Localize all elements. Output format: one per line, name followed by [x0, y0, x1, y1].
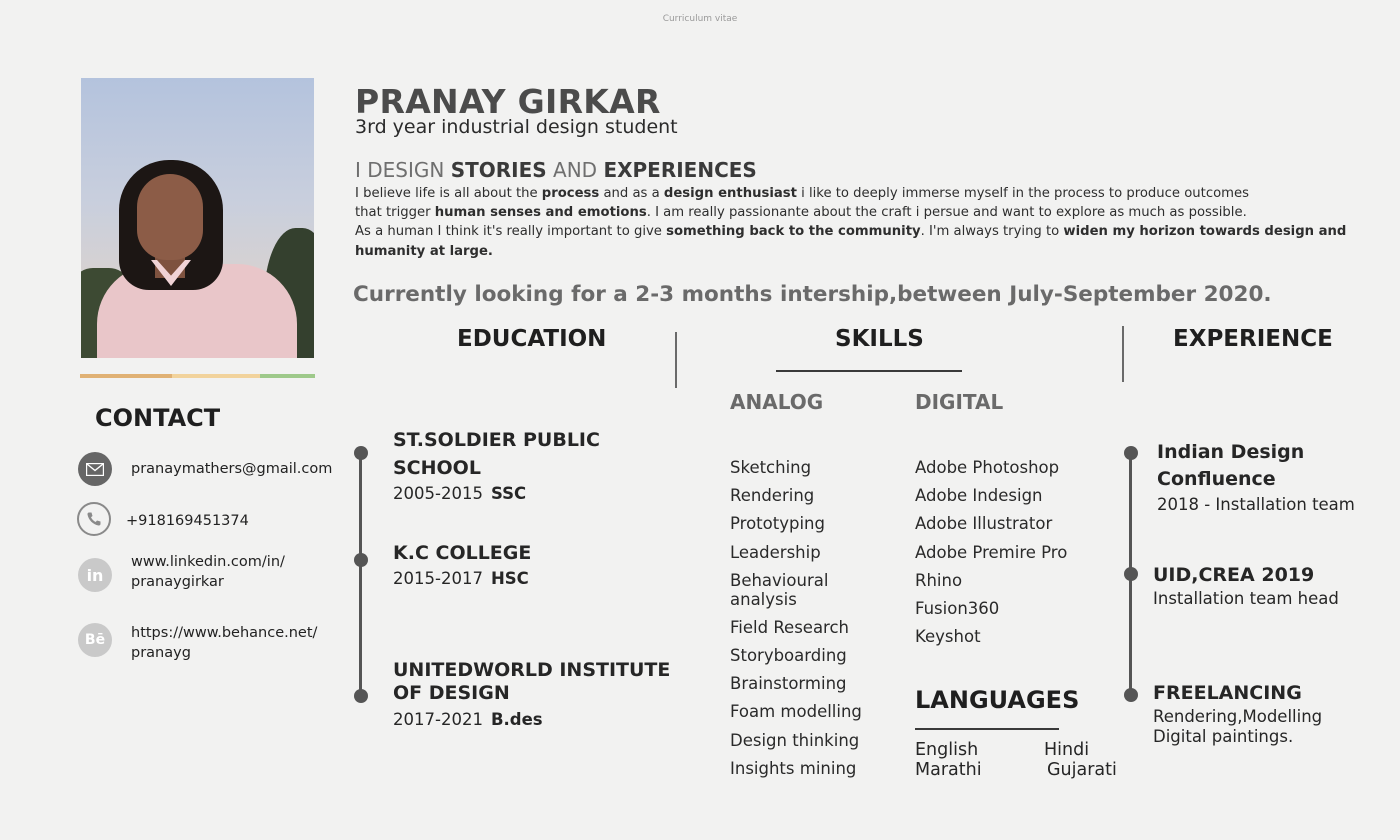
name-heading: PRANAY GIRKAR: [355, 82, 661, 121]
linkedin-link[interactable]: www.linkedin.com/in/ pranaygirkar: [131, 554, 285, 590]
language-item: Gujarati: [1047, 760, 1117, 780]
education-item: ST.SOLDIER PUBLIC SCHOOL 2005-2015 SSC: [393, 429, 600, 503]
timeline-dot: [1124, 567, 1138, 581]
education-item: UNITEDWORLD INSTITUTE OF DESIGN 2017-2021 B.des: [393, 659, 671, 729]
experience-item: FREELANCING Rendering,Modelling Digital paintings.: [1153, 682, 1323, 746]
phone-number[interactable]: +918169451374: [126, 513, 249, 529]
skill-item: Brainstorming: [730, 674, 847, 694]
color-stripe-3: [260, 374, 315, 378]
digital-heading: DIGITAL: [915, 390, 1004, 414]
skill-item: Rendering: [730, 486, 815, 506]
skill-item: Rhino: [915, 570, 963, 590]
skill-item: Keyshot: [915, 627, 981, 647]
phone-icon: [77, 502, 111, 536]
education-timeline: [359, 453, 362, 697]
envelope-icon: [78, 452, 112, 486]
skill-item: Behavioural analysis: [730, 570, 829, 609]
language-item: English: [915, 740, 979, 760]
skill-item: Sketching: [730, 458, 812, 477]
languages-underline: [915, 728, 1059, 730]
skill-item: Leadership: [730, 542, 821, 562]
education-item: K.C COLLEGE 2015-2017 HSC: [393, 542, 532, 588]
analog-skill-list: [730, 454, 862, 783]
skill-item: Insights mining: [730, 758, 857, 778]
behance-icon[interactable]: Bē: [78, 623, 112, 657]
language-item: Hindi: [1044, 740, 1090, 760]
skill-item: Design thinking: [730, 730, 860, 750]
digital-skill-list: [915, 454, 1067, 651]
timeline-dot: [354, 446, 368, 460]
languages-heading: LANGUAGES: [915, 686, 1080, 714]
bio-paragraph: I believe life is all about the process and as a design enthusiast i like to deeply immerse myself in the process to produce outcomes that trigger human senses and emotions. I am really passionante about the craft i persue and want to explore as much as possible. As a human I think it's really important to give something back to the community. I'm always trying to widen my horizon towards design and humanity at large.: [355, 186, 1347, 259]
skill-item: Foam modelling: [730, 702, 862, 722]
skill-item: Field Research: [730, 617, 850, 637]
experience-item: UID,CREA 2019 Installation team head: [1153, 564, 1339, 608]
skills-underline: [776, 370, 962, 372]
behance-link[interactable]: https://www.behance.net/ pranayg: [131, 625, 318, 661]
internship-statement: Currently looking for a 2-3 months intership,between July-September 2020.: [353, 282, 1272, 307]
education-heading: EDUCATION: [457, 326, 607, 352]
email-link[interactable]: pranaymathers@gmail.com: [131, 461, 333, 477]
color-stripe-1: [80, 374, 172, 378]
skills-heading: SKILLS: [835, 326, 924, 352]
experience-item: Indian Design Confluence 2018 - Installation team: [1157, 441, 1355, 514]
skill-item: Adobe Indesign: [915, 486, 1043, 506]
timeline-dot: [1124, 446, 1138, 460]
skill-item: Storyboarding: [730, 646, 847, 666]
skill-item: Adobe Photoshop: [915, 458, 1060, 477]
divider-right: [1122, 326, 1124, 382]
skill-item: Adobe Illustrator: [915, 514, 1053, 534]
page-label: Curriculum vitae: [662, 14, 738, 24]
linkedin-icon[interactable]: in: [78, 558, 112, 592]
timeline-dot: [354, 689, 368, 703]
language-item: Marathi: [915, 760, 982, 780]
experience-heading: EXPERIENCE: [1173, 326, 1333, 352]
analog-heading: ANALOG: [730, 390, 824, 414]
profile-photo: [81, 78, 314, 358]
color-stripe-2: [172, 374, 260, 378]
tagline: I DESIGN STORIES AND EXPERIENCES: [355, 158, 757, 182]
skill-item: Fusion360: [915, 599, 1000, 619]
contact-heading: CONTACT: [95, 404, 221, 432]
subtitle: 3rd year industrial design student: [355, 116, 678, 138]
timeline-dot: [354, 553, 368, 567]
skill-item: Prototyping: [730, 514, 825, 534]
timeline-dot: [1124, 688, 1138, 702]
skill-item: Adobe Premire Pro: [915, 542, 1068, 562]
divider-left: [675, 332, 677, 388]
